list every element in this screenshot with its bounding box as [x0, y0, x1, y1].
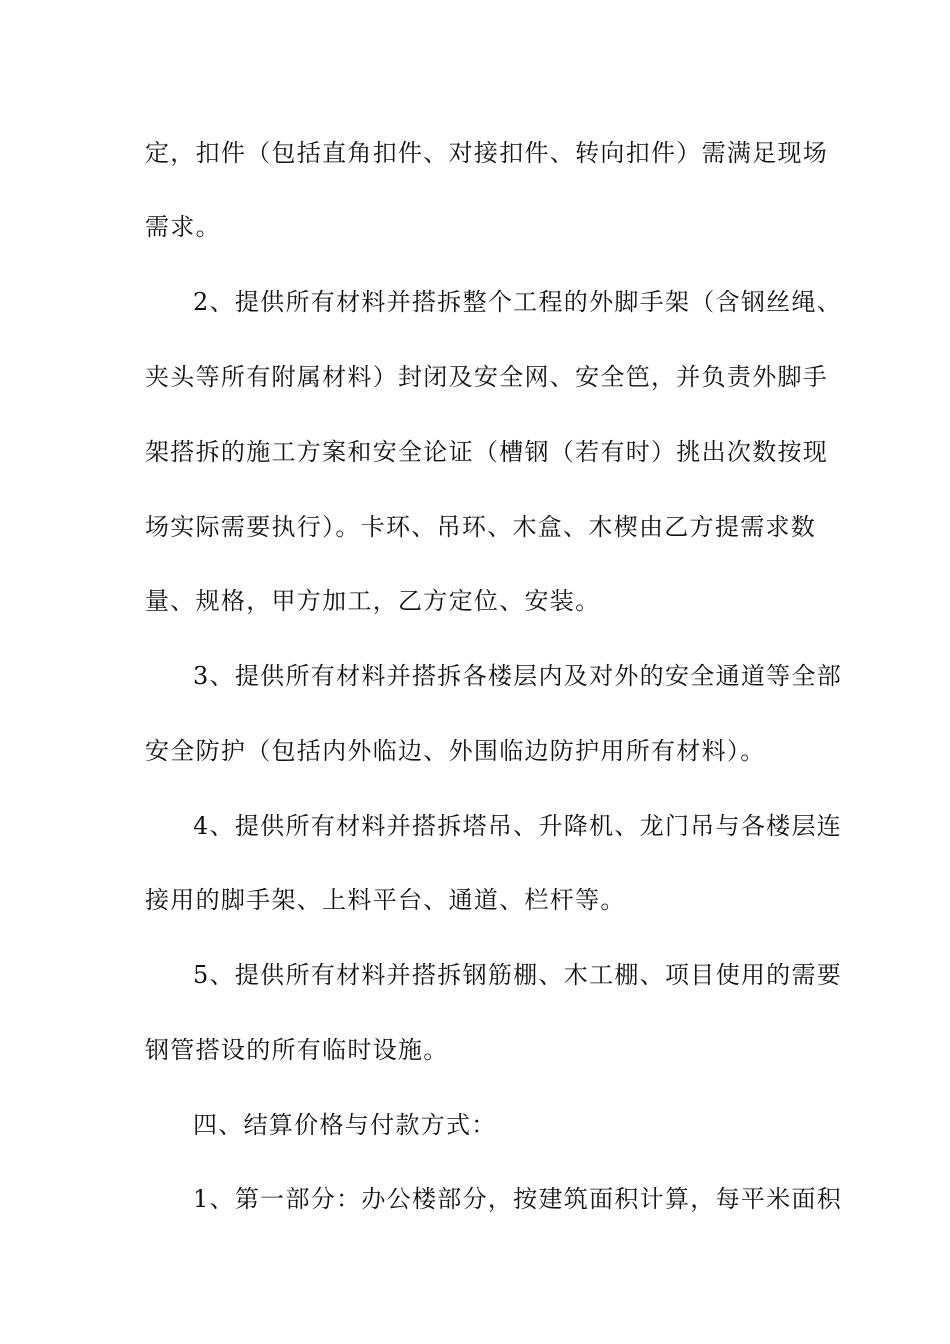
paragraph-5-line-1: 5、提供所有材料并搭拆钢筋棚、木工棚、项目使用的需要: [193, 961, 843, 989]
paragraph-3-line-1: 3、提供所有材料并搭拆各楼层内及对外的安全通道等全部: [193, 662, 843, 690]
text-line-1: 定，扣件（包括直角扣件、对接扣件、转向扣件）需满足现场: [145, 139, 829, 167]
paragraph-2-line-5: 量、规格，甲方加工，乙方定位、安装。: [145, 587, 601, 615]
paragraph-2-line-3: 架搭拆的施工方案和安全论证（槽钢（若有时）挑出次数按现: [145, 438, 829, 466]
text-line-2: 需求。: [145, 213, 221, 241]
paragraph-4-line-2: 接用的脚手架、上料平台、通道、栏杆等。: [145, 886, 626, 914]
paragraph-2-line-2: 夹头等所有附属材料）封闭及安全网、安全笆，并负责外脚手: [145, 363, 829, 391]
paragraph-4-line-1: 4、提供所有材料并搭拆塔吊、升降机、龙门吊与各楼层连: [193, 812, 843, 840]
paragraph-2-line-4: 场实际需要执行）。卡环、吊环、木盒、木楔由乙方提需求数: [145, 513, 817, 541]
paragraph-2-line-1: 2、提供所有材料并搭拆整个工程的外脚手架（含钢丝绳、: [193, 288, 843, 316]
payment-paragraph-line-1: 1、第一部分：办公楼部分，按建筑面积计算，每平米面积: [193, 1185, 843, 1213]
paragraph-3-line-2: 安全防护（包括内外临边、外围临边防护用所有材料）。: [145, 737, 766, 765]
section-heading: 四、结算价格与付款方式：: [193, 1111, 497, 1139]
paragraph-5-line-2: 钢管搭设的所有临时设施。: [145, 1036, 449, 1064]
